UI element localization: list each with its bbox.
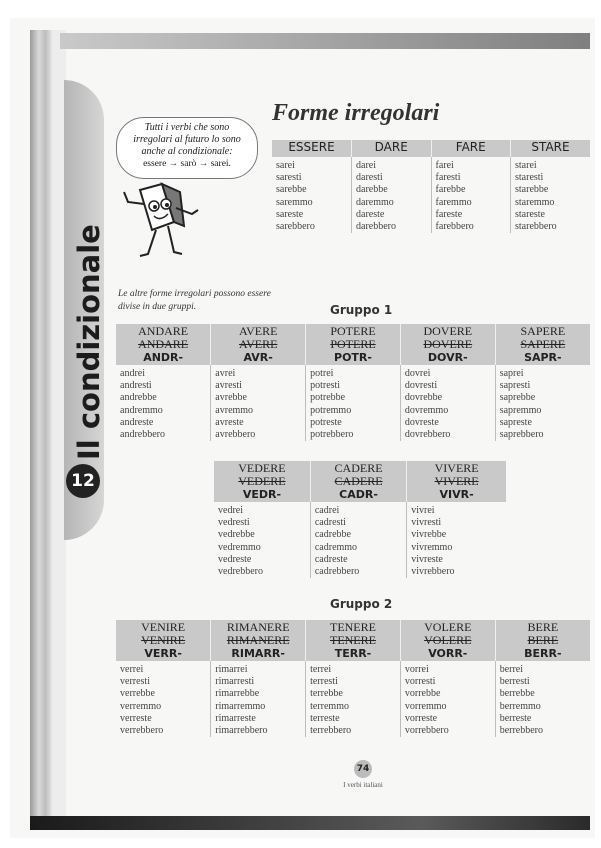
chapter-title: Il condizionale <box>72 224 106 460</box>
conjugation-cell: cadrei cadresti cadrebbe cadremmo cadreste cadrebbero <box>310 502 406 578</box>
conjugation-cell: potrei potresti potrebbe potremmo potreste potrebbero <box>306 365 401 441</box>
verb-header: ANDARE ANDARE ANDR- <box>116 324 211 365</box>
verb-header: POTERE POTERE POTR- <box>306 324 401 365</box>
table-header: DARE <box>352 140 432 157</box>
conjugation-cell: vedrei vedresti vedrebbe vedremmo vedreste vedrebbero <box>218 505 263 578</box>
table-header-row <box>272 140 590 157</box>
bubble-line: irregolari al futuro lo sono <box>133 134 241 145</box>
group2-title: Gruppo 2 <box>330 597 393 611</box>
table-row <box>116 661 590 737</box>
conjugation-cell: andrei andresti andrebbe andremmo andreste andrebbero <box>120 368 165 441</box>
speech-bubble <box>116 117 258 179</box>
conjugation-cell: starei staresti starebbe staremmo stareste starebbero <box>511 157 591 233</box>
conjugation-cell: avrei avresti avrebbe avremmo avreste avrebbero <box>211 365 306 441</box>
verb-header: CADERE CADERE CADR- <box>310 461 406 502</box>
verb-header: VENIRE VENIRE VERR- <box>116 620 211 661</box>
book-spine <box>30 30 52 820</box>
group1-table <box>116 324 590 441</box>
verb-header: RIMANERE RIMANERE RIMARR- <box>211 620 306 661</box>
conjugation-cell: vivrei vivresti vivrebbe vivremmo vivreste vivrebbero <box>407 502 506 578</box>
conjugation-cell: darei daresti darebbe daremmo dareste darebbero <box>352 157 432 233</box>
top-bar <box>60 33 590 49</box>
table-header: FARE <box>431 140 511 157</box>
chapter-number: 12 <box>66 464 100 498</box>
conjugation-cell: dovrei dovresti dovrebbe dovremmo dovreste dovrebbero <box>400 365 495 441</box>
page-title: Forme irregolari <box>272 100 440 126</box>
bubble-line: Tutti i verbi che sono <box>144 122 230 133</box>
book-title: I verbi italiani <box>343 781 383 789</box>
table-row <box>214 502 506 578</box>
conjugation-cell: terrei terresti terrebbe terremmo terreste terrebbero <box>306 661 401 737</box>
verb-header: BERE BERE BERR- <box>495 620 590 661</box>
conjugation-cell: vorrei vorresti vorrebbe vorremmo vorreste vorrebbero <box>400 661 495 737</box>
group1-title: Gruppo 1 <box>330 303 393 317</box>
bubble-line: anche al condizionale: <box>141 146 233 157</box>
verb-header: TENERE TENERE TERR- <box>306 620 401 661</box>
table-header-row <box>116 324 590 365</box>
conjugation-cell: saprei sapresti saprebbe sapremmo sapreste saprebbero <box>495 365 590 441</box>
verb-header: DOVERE DOVERE DOVR- <box>400 324 495 365</box>
verb-header: VIVERE VIVERE VIVR- <box>407 461 506 502</box>
mascot-icon <box>122 182 202 272</box>
forme-table <box>272 140 590 233</box>
verb-header: AVERE AVERE AVR- <box>211 324 306 365</box>
group2-table <box>116 620 590 737</box>
bubble-example: essere → sarò → sarei. <box>143 159 231 169</box>
conjugation-cell: rimarrei rimarresti rimarrebbe rimarremmo rimarreste rimarrebbero <box>211 661 306 737</box>
conjugation-cell: verrei verresti verrebbe verremmo verreste verrebbero <box>120 664 164 737</box>
verb-header: VOLERE VOLERE VORR- <box>400 620 495 661</box>
table-row <box>272 157 590 233</box>
page-number: 74 <box>354 760 372 778</box>
intro-note: Le altre forme irregolari possono essere divise in due gruppi. <box>118 289 271 312</box>
table-header-row <box>116 620 590 661</box>
conjugation-cell: farei faresti farebbe faremmo fareste farebbero <box>431 157 511 233</box>
group1-table-b <box>214 461 506 578</box>
table-header-row <box>214 461 506 502</box>
table-row <box>116 365 590 441</box>
verb-header: VEDERE VEDERE VEDR- <box>214 461 310 502</box>
bottom-bar <box>30 816 590 830</box>
table-header: ESSERE <box>272 140 352 157</box>
table-header: STARE <box>511 140 591 157</box>
conjugation-cell: sarei saresti sarebbe saremmo sareste sarebbero <box>276 160 315 233</box>
verb-header: SAPERE SAPERE SAPR- <box>495 324 590 365</box>
conjugation-cell: berrei berresti berrebbe berremmo berreste berrebbero <box>495 661 590 737</box>
